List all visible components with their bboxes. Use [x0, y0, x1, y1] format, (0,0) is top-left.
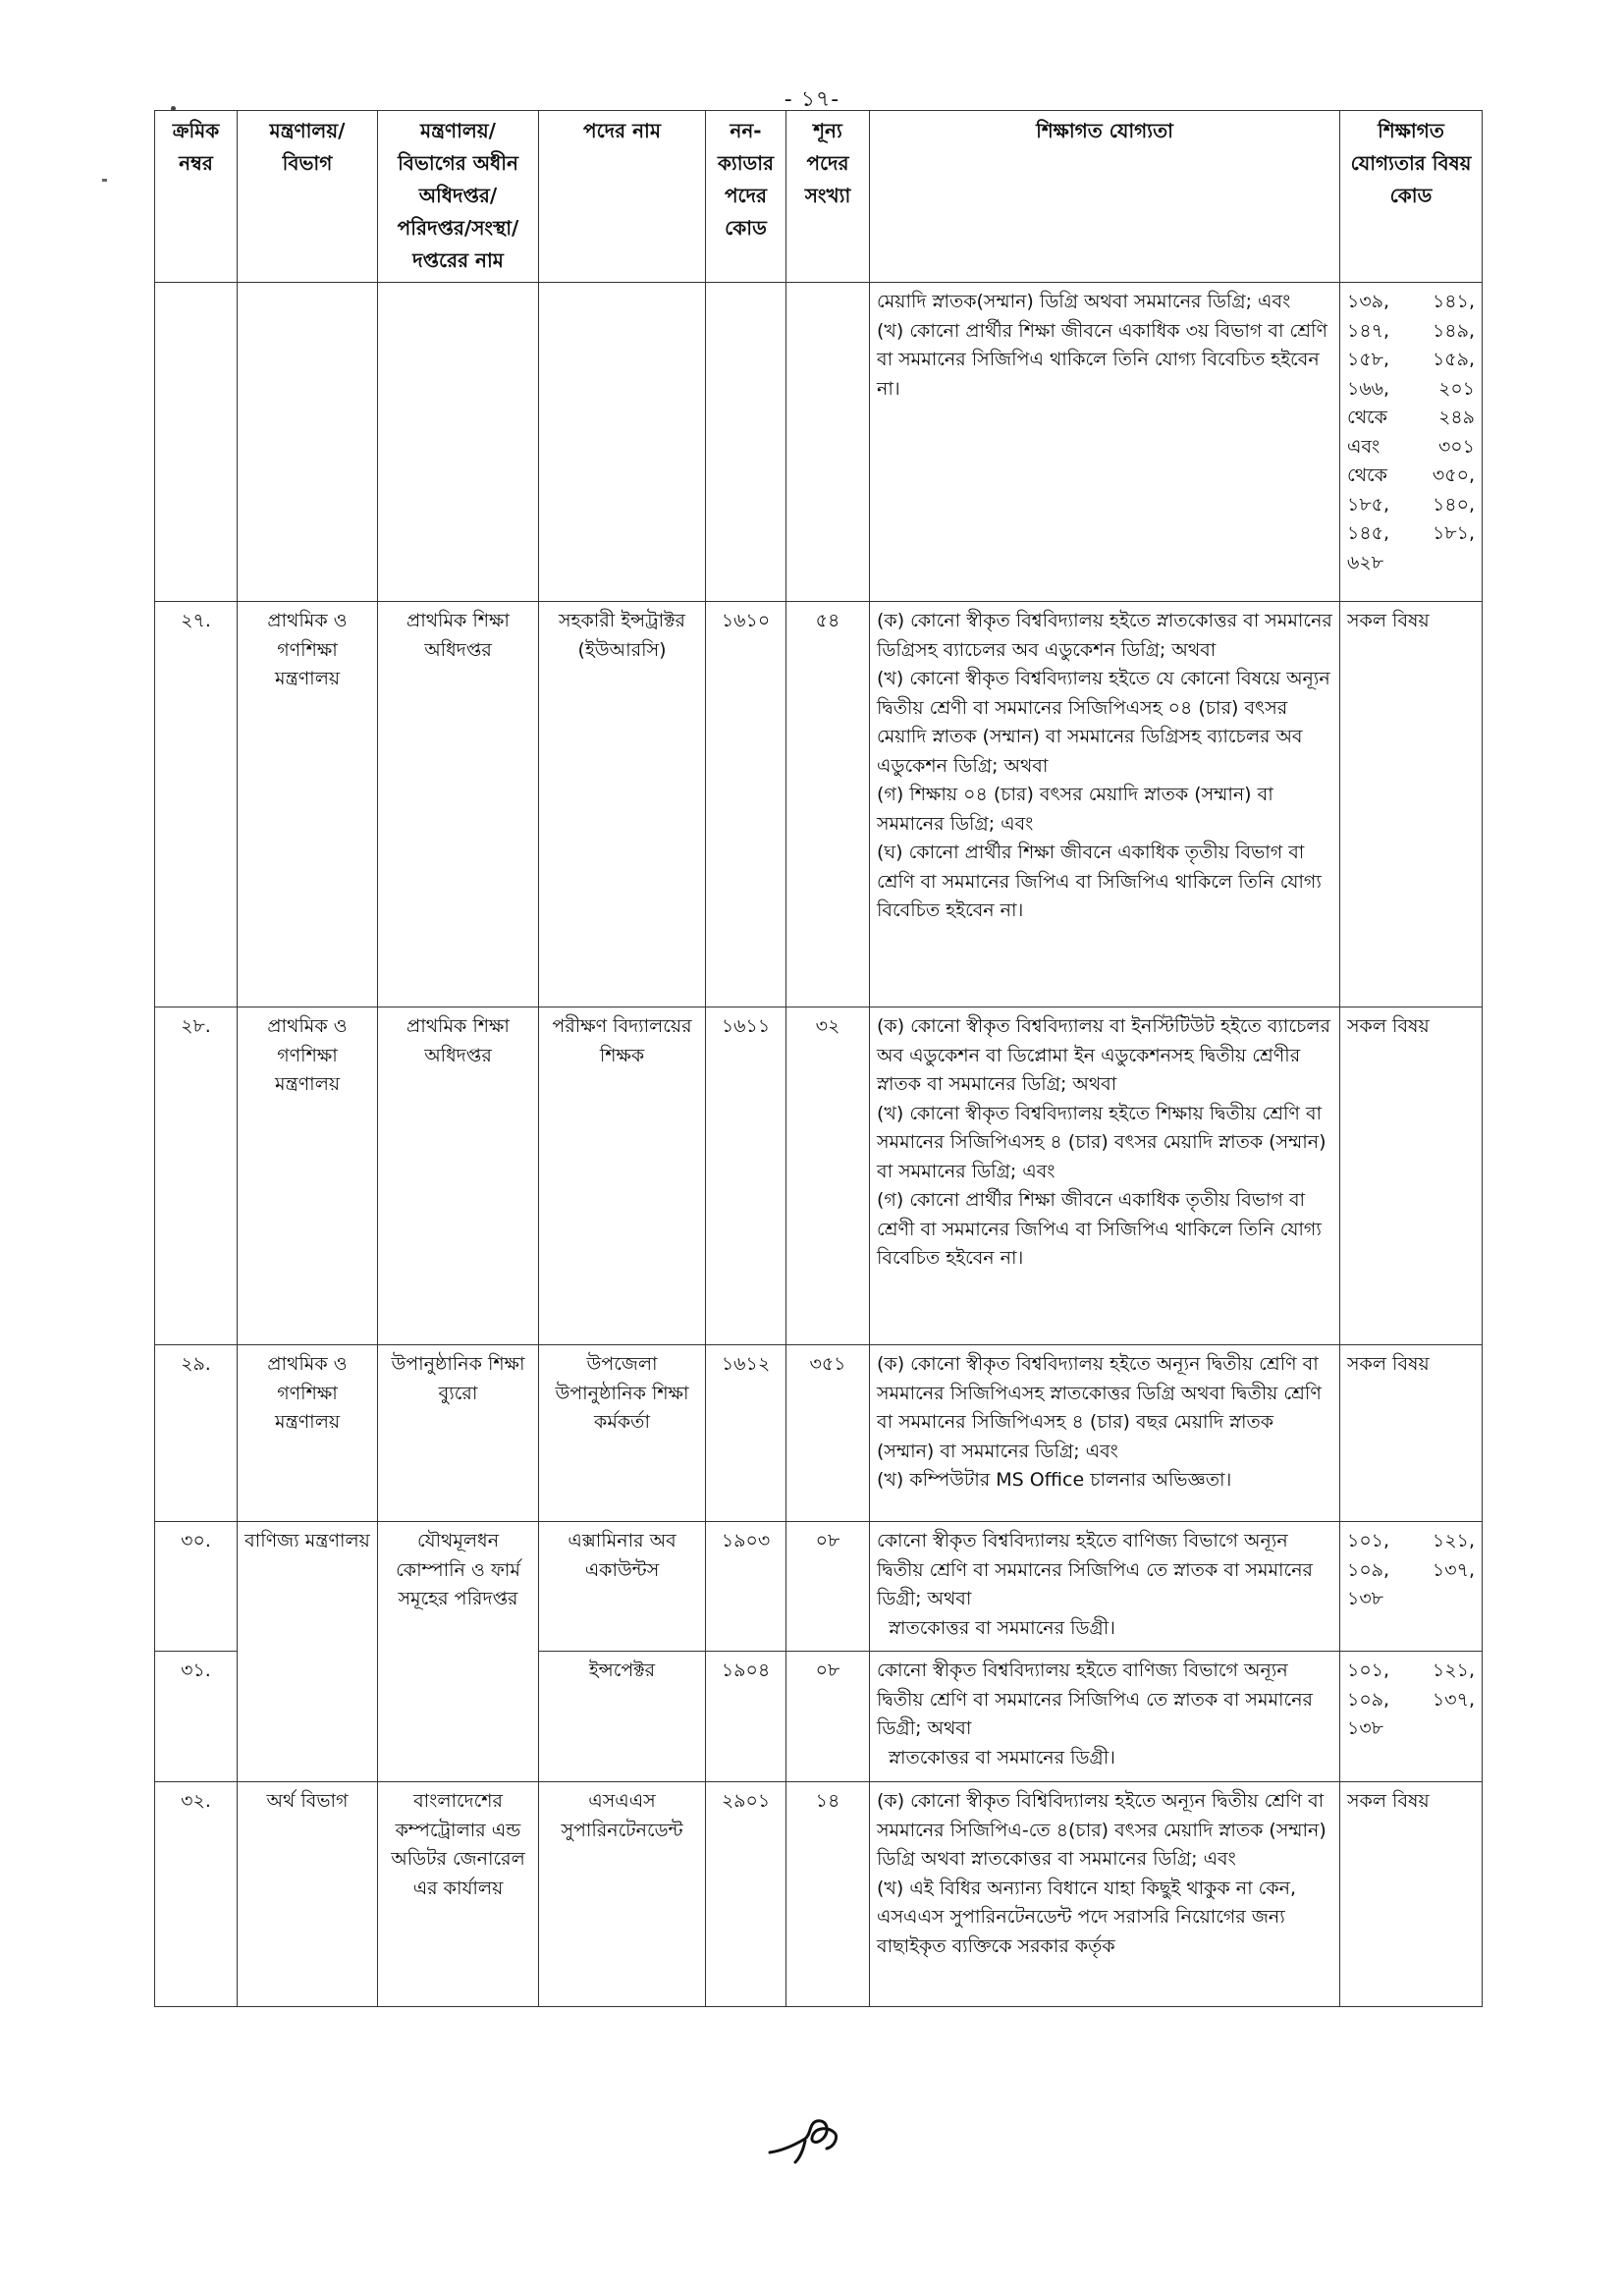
post-cell — [539, 283, 706, 602]
header-serial: ক্রমিক নম্বর — [155, 111, 238, 283]
header-qualification: শিক্ষাগত যোগ্যতা — [870, 111, 1340, 283]
ministry-cell: প্রাথমিক ও গণশিক্ষা মন্ত্রণালয় — [238, 1345, 378, 1522]
serial-cell: ৩০. — [155, 1522, 238, 1652]
subject-codes-cell: সকল বিষয় — [1340, 1007, 1483, 1345]
qualification-line: (ক) কোনো স্বীকৃত বিশ্বিবিদ্যালয় হইতে অন্যূন দ্বিতীয় শ্রেণি বা সমমানের সিজিপিএ-তে ৪(চার) বৎসর মেয়াদি স্নাতক (সম্মান) ডিগ্রি অথবা স্নাতকোত্তর বা সমমানের ডিগ্রি; এবং — [877, 1790, 1326, 1870]
vacancy-cell: ১৪ — [786, 1782, 870, 2007]
vacancy-cell: ৩৫১ — [786, 1345, 870, 1522]
code-cell: ১৬১২ — [706, 1345, 786, 1522]
serial-cell: ৩১. — [155, 1652, 238, 1782]
vacancy-cell: ৫৪ — [786, 602, 870, 1007]
subject-codes-cell: সকল বিষয় — [1340, 1782, 1483, 2007]
qualification-line: (গ) কোনো প্রার্থীর শিক্ষা জীবনে একাধিক তৃতীয় বিভাগ বা শ্রেণী বা সমমানের জিপিএ বা সিজিপিএ থাকিলে তিনি যোগ্য বিবেচিত হইবেন না। — [877, 1189, 1322, 1269]
post-cell: সহকারী ইন্সট্রাক্টর (ইউআরসি) — [539, 602, 706, 1007]
qualification-line: (ক) কোনো স্বীকৃত বিশ্ববিদ্যালয় হইতে স্নাতকোত্তর বা সমমানের ডিগ্রিসহ ব্যাচেলর অব এডুকেশন ডিগ্রি; অথবা — [877, 610, 1332, 661]
vacancy-cell: ৩২ — [786, 1007, 870, 1345]
qualification-cell — [870, 1007, 1340, 1345]
qualification-cell — [870, 1652, 1340, 1782]
ministry-cell: প্রাথমিক ও গণশিক্ষা মন্ত্রণালয় — [238, 602, 378, 1007]
qualification-line: মেয়াদি স্নাতক(সম্মান) ডিগ্রি অথবা সমমানের ডিগ্রি; এবং — [877, 291, 1291, 312]
header-post: পদের নাম — [539, 111, 706, 283]
office-cell: প্রাথমিক শিক্ষা অধিদপ্তর — [378, 602, 539, 1007]
qualification-line: (খ) এই বিধির অন্যান্য বিধানে যাহা কিছুই থাকুক না কেন, এসএএস সুপারিনটেনডেন্ট পদে সরাসরি নিয়োগের জন্য বাছাইকৃত ব্যক্তিকে সরকার কর্তৃক — [877, 1877, 1297, 1957]
ministry-cell: অর্থ বিভাগ — [238, 1782, 378, 2007]
vacancy-cell — [786, 283, 870, 602]
margin-mark — [102, 179, 107, 182]
serial-cell: ৩২. — [155, 1782, 238, 2007]
code-cell: ১৯০৪ — [706, 1652, 786, 1782]
post-cell: পরীক্ষণ বিদ্যালয়ের শিক্ষক — [539, 1007, 706, 1345]
code-cell: ২৯০১ — [706, 1782, 786, 2007]
qualification-line: (খ) কোনো স্বীকৃত বিশ্ববিদ্যালয় হইতে শিক্ষায় দ্বিতীয় শ্রেণি বা সমমানের সিজিপিএসহ ৪ (চার) বৎসর মেয়াদি স্নাতক (সম্মান) বা সমমানের ডিগ্রি; এবং — [877, 1102, 1326, 1182]
header-subject-codes: শিক্ষাগত যোগ্যতার বিষয় কোড — [1340, 111, 1483, 283]
table-body — [155, 283, 1483, 2007]
table-row — [155, 1782, 1483, 2007]
qualification-line: (গ) শিক্ষায় ০৪ (চার) বৎসর মেয়াদি স্নাতক (সম্মান) বা সমমানের ডিগ্রি; এবং — [877, 784, 1273, 835]
qualification-line: কোনো স্বীকৃত বিশ্ববিদ্যালয় হইতে বাণিজ্য বিভাগে অন্যূন দ্বিতীয় শ্রেণি বা সমমানের সিজিপিএ তে স্নাতক বা সমমানের ডিগ্রী; অথবা — [877, 1530, 1313, 1609]
header-code: নন- ক্যাডার পদের কোড — [706, 111, 786, 283]
page-number: - ১৭- — [784, 87, 840, 112]
code-cell — [706, 283, 786, 602]
qualification-cell — [870, 1782, 1340, 2007]
subject-codes-cell: ১৩৯, ১৪১, ১৪৭, ১৪৯, ১৫৮, ১৫৯, ১৬৬, ২০১ থেকে ২৪৯ এবং ৩০১ থেকে ৩৫০, ১৮৫, ১৪০, ১৪৫, ১৮১, ৬২৮ — [1340, 283, 1483, 602]
subject-codes-cell: ১০১, ১২১, ১০৯, ১৩৭, ১৩৮ — [1340, 1652, 1483, 1782]
code-cell: ১৬১১ — [706, 1007, 786, 1345]
qualification-line: (ক) কোনো স্বীকৃত বিশ্ববিদ্যালয় হইতে অন্যূন দ্বিতীয় শ্রেণি বা সমমানের সিজিপিএসহ স্নাতকোত্তর ডিগ্রি অথবা দ্বিতীয় শ্রেণি বা সমমানের সিজিপিএসহ ৪ (চার) বছর মেয়াদি স্নাতক (সম্মান) বা সমমানের ডিগ্রি; এবং — [877, 1353, 1322, 1462]
serial-cell: ২৮. — [155, 1007, 238, 1345]
qualification-cell — [870, 1522, 1340, 1652]
table-row — [155, 1345, 1483, 1522]
post-cell: ইন্সপেক্টর — [539, 1652, 706, 1782]
subject-codes-cell: ১০১, ১২১, ১০৯, ১৩৭, ১৩৮ — [1340, 1522, 1483, 1652]
qualification-cell — [870, 283, 1340, 602]
code-cell: ১৯০৩ — [706, 1522, 786, 1652]
code-cell: ১৬১০ — [706, 602, 786, 1007]
serial-cell: ২৭. — [155, 602, 238, 1007]
serial-cell — [155, 283, 238, 602]
post-cell: উপজেলা উপানুষ্ঠানিক শিক্ষা কর্মকর্তা — [539, 1345, 706, 1522]
vacancy-cell: ০৮ — [786, 1522, 870, 1652]
qualification-line: কোনো স্বীকৃত বিশ্ববিদ্যালয় হইতে বাণিজ্য বিভাগে অন্যূন দ্বিতীয় শ্রেণি বা সমমানের সিজিপিএ তে স্নাতক বা সমমানের ডিগ্রী; অথবা — [877, 1660, 1313, 1739]
qualification-line: স্নাতকোত্তর বা সমমানের ডিগ্রী। — [889, 1746, 1115, 1769]
ministry-cell — [238, 283, 378, 602]
header-vacancy: শূন্য পদের সংখ্যা — [786, 111, 870, 283]
header-office: মন্ত্রণালয়/ বিভাগের অধীন অধিদপ্তর/ পরিদপ্তর/সংস্থা/ দপ্তরের নাম — [378, 111, 539, 283]
header-row — [155, 111, 1483, 283]
subject-codes-cell: সকল বিষয় — [1340, 1345, 1483, 1522]
office-cell: প্রাথমিক শিক্ষা অধিদপ্তর — [378, 1007, 539, 1345]
office-cell: বাংলাদেশের কম্পট্রোলার এন্ড অডিটর জেনারেল এর কার্যালয় — [378, 1782, 539, 2007]
qualification-cell — [870, 602, 1340, 1007]
qualification-line: (ক) কোনো স্বীকৃত বিশ্ববিদ্যালয় বা ইনস্টিটিউট হইতে ব্যাচেলর অব এডুকেশন বা ডিপ্লোমা ইন এডুকেশনসহ দ্বিতীয় শ্রেণীর স্নাতক বা সমমানের ডিগ্রি; অথবা — [877, 1015, 1330, 1095]
qualification-line: স্নাতকোত্তর বা সমমানের ডিগ্রী। — [889, 1616, 1115, 1639]
qualification-line: (খ) কোনো স্বীকৃত বিশ্ববিদ্যালয় হইতে যে কোনো বিষয়ে অন্যূন দ্বিতীয় শ্রেণী বা সমমানের সিজিপিএসহ ০৪ (চার) বৎসর মেয়াদি স্নাতক (সম্মান) বা সমমানের ডিগ্রিসহ ব্যাচেলর অব এডুকেশন ডিগ্রি; অথবা — [877, 668, 1330, 777]
signature — [766, 2101, 854, 2174]
table-header — [155, 111, 1483, 283]
ministry-cell: প্রাথমিক ও গণশিক্ষা মন্ত্রণালয় — [238, 1007, 378, 1345]
qualification-line: (ঘ) কোনো প্রার্থীর শিক্ষা জীবনে একাধিক তৃতীয় বিভাগ বা শ্রেণি বা সমমানের জিপিএ বা সিজিপিএ থাকিলে তিনি যোগ্য বিবেচিত হইবেন না। — [877, 842, 1322, 921]
serial-cell: ২৯. — [155, 1345, 238, 1522]
qualification-line: (খ) কোনো প্রার্থীর শিক্ষা জীবনে একাধিক ৩য় বিভাগ বা শ্রেণি বা সমমানের সিজিপিএ থাকিলে তিনি যোগ্য বিবেচিত হইবেন না। — [877, 319, 1327, 400]
table-row — [155, 1522, 1483, 1652]
table-row — [155, 283, 1483, 602]
vacancy-cell: ০৮ — [786, 1652, 870, 1782]
subject-codes-cell: সকল বিষয় — [1340, 602, 1483, 1007]
office-cell: উপানুষ্ঠানিক শিক্ষা ব্যুরো — [378, 1345, 539, 1522]
recruitment-table — [154, 110, 1483, 2007]
office-cell: যৌথমূলধন কোম্পানি ও ফার্ম সমূহের পরিদপ্তর — [378, 1522, 539, 1782]
recruitment-table-container — [154, 110, 1482, 2007]
ministry-cell: বাণিজ্য মন্ত্রণালয় — [238, 1522, 378, 1782]
table-row — [155, 1007, 1483, 1345]
header-ministry: মন্ত্রণালয়/ বিভাগ — [238, 111, 378, 283]
post-cell: এক্সামিনার অব একাউন্টস — [539, 1522, 706, 1652]
office-cell — [378, 283, 539, 602]
table-row — [155, 602, 1483, 1007]
qualification-cell — [870, 1345, 1340, 1522]
qualification-line: (খ) কম্পিউটার MS Office চালনার অভিজ্ঞতা। — [877, 1469, 1232, 1491]
post-cell: এসএএস সুপারিনটেনডেন্ট — [539, 1782, 706, 2007]
signature-scribble-icon — [766, 2101, 854, 2170]
